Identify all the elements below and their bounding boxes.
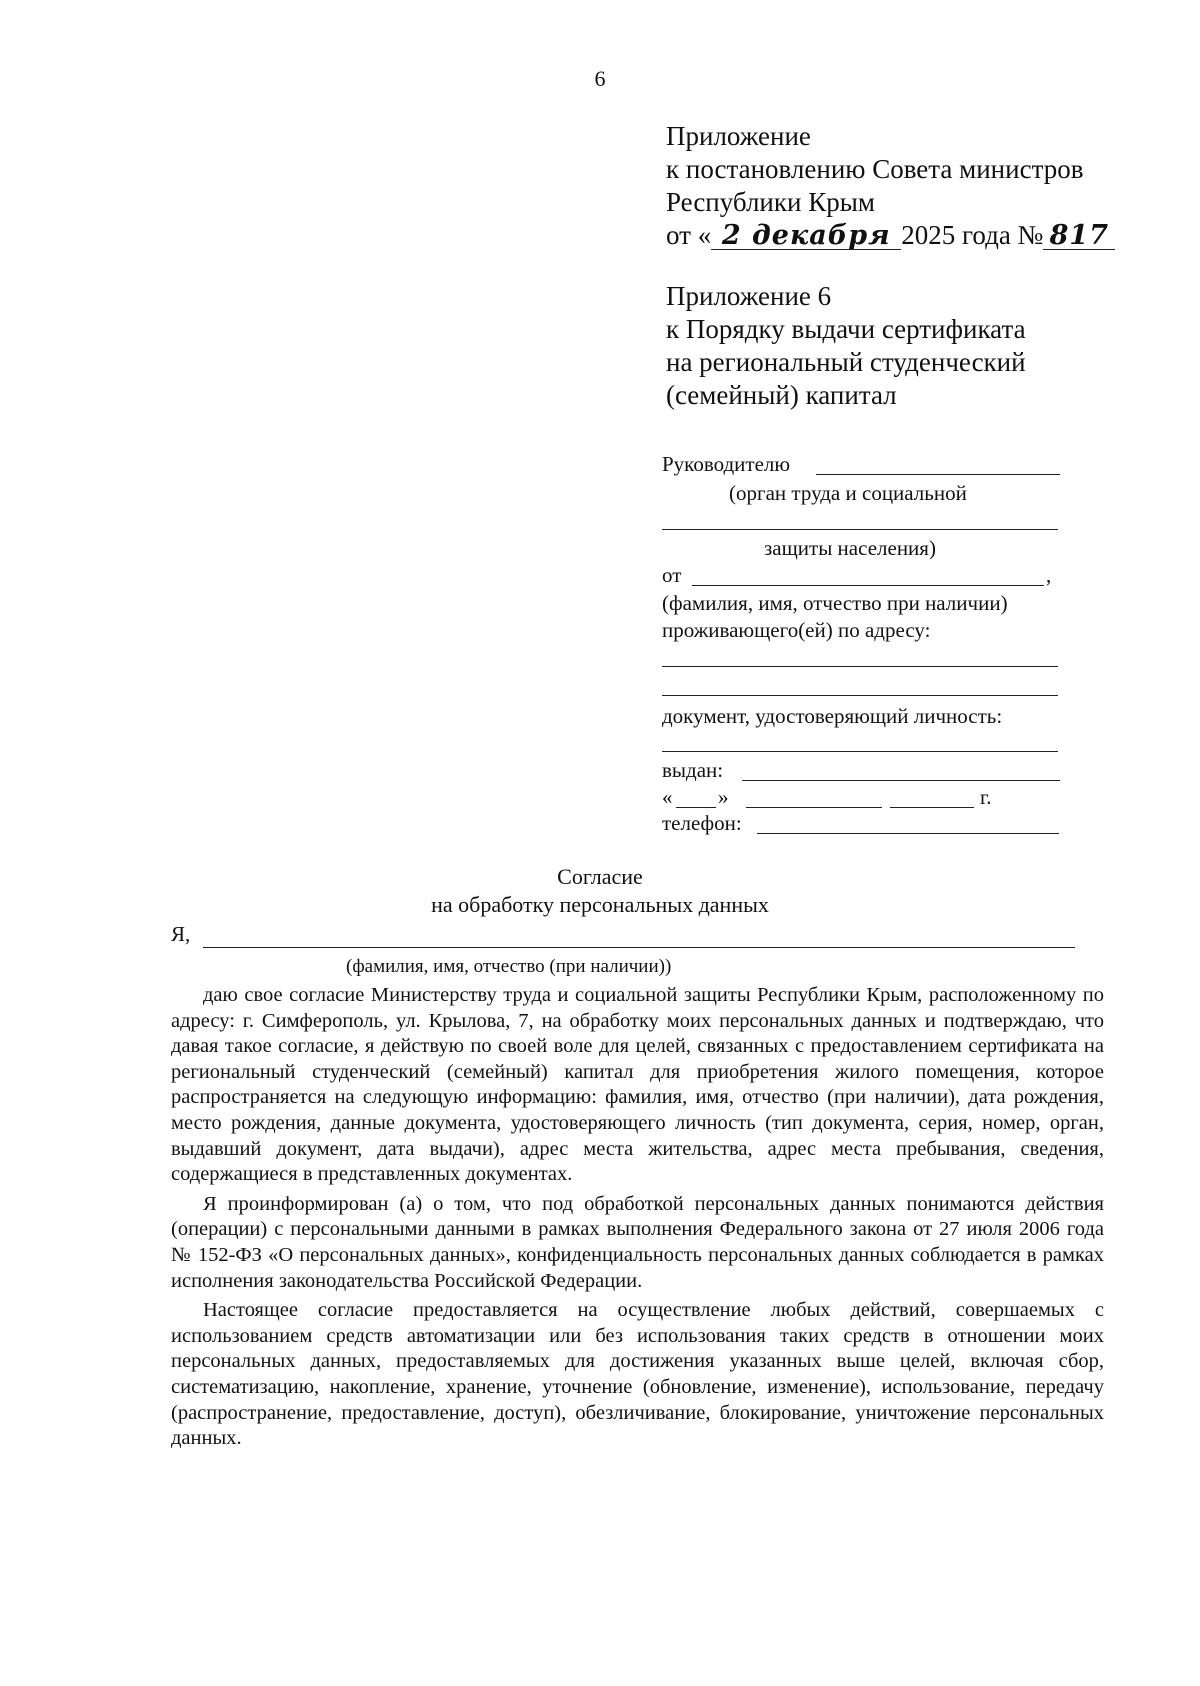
address-label: проживающего(ей) по адресу: xyxy=(662,618,931,642)
name-hint: (фамилия, имя, отчество при наличии) xyxy=(662,591,1008,615)
addressee-line xyxy=(816,474,1060,475)
i-label: Я, xyxy=(171,922,191,946)
date-prefix: от « xyxy=(666,220,712,250)
year-number-text: 2025 года № xyxy=(901,220,1044,250)
appendix-date-line xyxy=(666,219,1115,252)
phone-line xyxy=(757,833,1059,834)
organ-hint: (орган труда и социальной xyxy=(729,481,967,505)
handwritten-date xyxy=(711,219,901,252)
handwritten-number-text: 817 xyxy=(1049,220,1109,251)
page-number: 6 xyxy=(594,66,606,91)
handwritten-number xyxy=(1043,219,1115,252)
appendix6-title: Приложение 6 xyxy=(666,281,832,311)
handwritten-date-text: 2 декабря xyxy=(721,220,891,251)
appendix-republic-line: Республики Крым xyxy=(666,187,875,217)
date-month-line xyxy=(746,807,882,808)
id-document-line xyxy=(662,751,1058,752)
fio-hint: (фамилия, имя, отчество (при наличии)) xyxy=(346,956,672,977)
consent-subtitle: на обработку персональных данных xyxy=(431,892,769,917)
consent-paragraph-3: Настоящее согласие предоставляется на осуществление любых действий, совершаемых с использованием средств автоматизации или без использования таких средств в отношении моих персональных данных, предоставляемых для достижения указанных выше целей, включая сбор, систематизацию, накопление, хранение, уточнение (обновление, изменение), использование, передачу (распространение, предоставление, доступ), обезличивание, блокирование, уничтожение персональных данных. xyxy=(171,1299,1104,1450)
from-comma: , xyxy=(1046,563,1052,587)
organ-hint-cont: защиты населения) xyxy=(764,536,936,560)
organ-line xyxy=(662,529,1058,530)
addressee-label: Руководителю xyxy=(662,452,791,476)
appendix-resolution-line: к постановлению Совета министров xyxy=(666,154,1084,184)
fio-line xyxy=(203,947,1075,948)
appendix6-family-line: (семейный) капитал xyxy=(666,380,897,410)
date-close-quote: » xyxy=(718,785,729,809)
from-label: от xyxy=(662,563,682,587)
consent-paragraph-2: Я проинформирован (а) о том, что под обработкой персональных данных понимаются действия (операции) с персональными данными в рамках выполнения Федерального закона от 27 июля 2006 года № 152-ФЗ «О персональных данных», конфиденциальность персональных данных соблюдается в рамках исполнения законодательства Российской Федерации. xyxy=(171,1192,1104,1292)
appendix6-capital-line: на региональный студенческий xyxy=(666,347,1026,377)
address-line-2 xyxy=(662,695,1058,696)
date-day-line xyxy=(676,807,716,808)
issued-label: выдан: xyxy=(662,758,724,782)
phone-label: телефон: xyxy=(662,811,742,835)
date-open-quote: « xyxy=(662,785,673,809)
year-suffix: г. xyxy=(980,785,992,809)
date-year-line xyxy=(890,807,974,808)
consent-title: Согласие xyxy=(557,864,643,889)
appendix6-order-line: к Порядку выдачи сертификата xyxy=(666,314,1026,344)
issued-line xyxy=(742,780,1060,781)
consent-paragraph-1: даю свое согласие Министерству труда и социальной защиты Республики Крым, расположенному по адресу: г. Симферополь, ул. Крылова, 7, на обработку моих персональных данных и подтверждаю, что давая такое согласие, я действую по своей воле для целей, связанных с предоставлением сертификата на региональный студенческий (семейный) капитал для приобретения жилого помещения, которое распространяется на следующую информацию: фамилия, имя, отчество (при наличии), дата рождения, место рождения, данные документа, удостоверяющего личность (тип документа, серия, номер, орган, выдавший документ, дата выдачи), адрес места жительства, адрес места пребывания, сведения, содержащиеся в представленных документах. xyxy=(171,984,1104,1186)
id-document-label: документ, удостоверяющий личность: xyxy=(662,704,1003,728)
address-line-1 xyxy=(662,666,1058,667)
appendix-title: Приложение xyxy=(666,121,811,151)
consent-body xyxy=(171,983,1104,1456)
from-line xyxy=(692,585,1044,586)
